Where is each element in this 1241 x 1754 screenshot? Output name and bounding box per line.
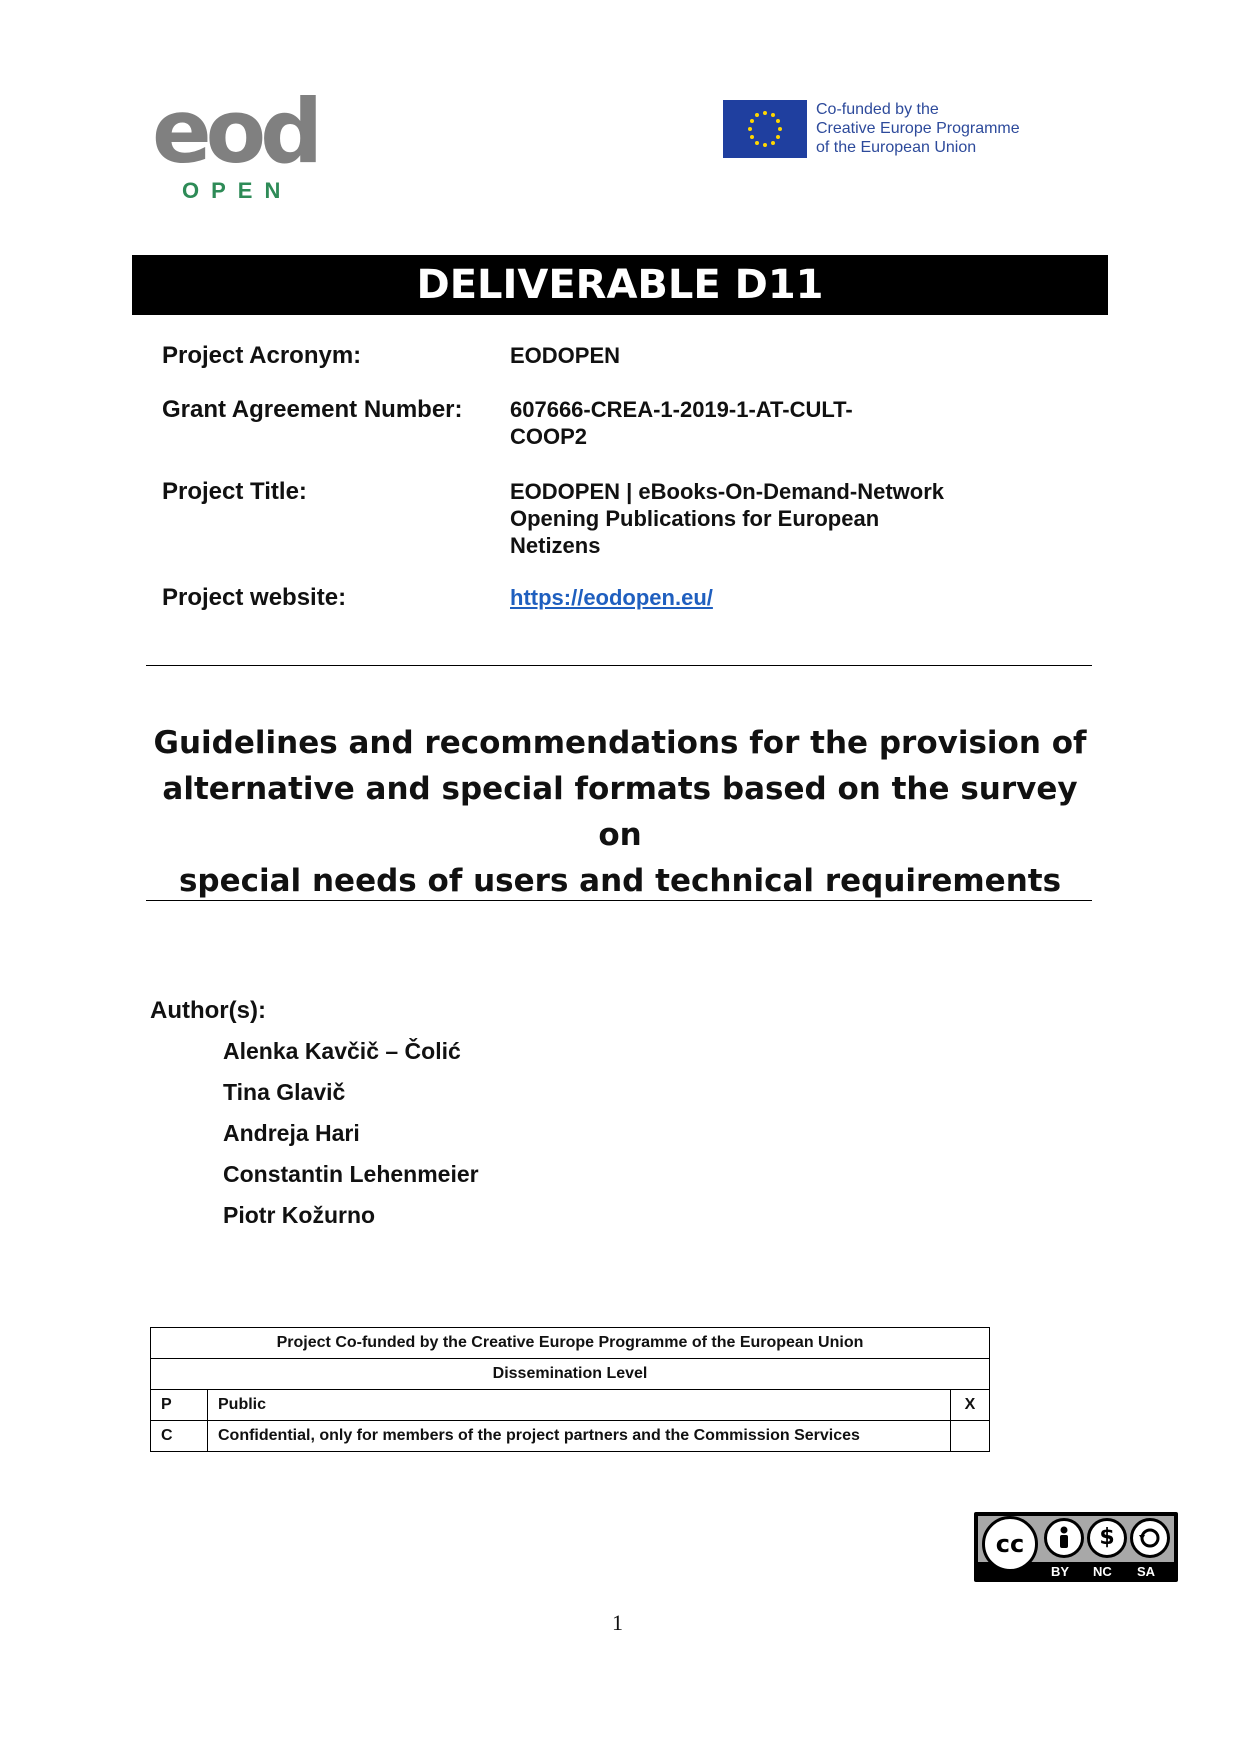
author-name: Andreja Hari: [223, 1120, 360, 1146]
table-header-row: [151, 1328, 990, 1359]
row-mark: [951, 1421, 990, 1452]
authors-label: Author(s):: [150, 997, 266, 1024]
divider-top: [146, 665, 1092, 666]
acronym-value: EODOPEN: [510, 343, 621, 368]
row-description: Confidential, only for members of the project partners and the Commission Services: [208, 1421, 951, 1452]
author-name: Constantin Lehenmeier: [223, 1161, 479, 1187]
table-header: Project Co-funded by the Creative Europe Programme of the European Union: [151, 1328, 990, 1359]
table-subheader: Dissemination Level: [151, 1359, 990, 1390]
by-label: BY: [1051, 1564, 1070, 1579]
grant-value-line-2: COOP2: [510, 424, 588, 449]
eu-line-2: Creative Europe Programme: [816, 120, 1020, 137]
nc-icon: $: [1087, 1518, 1127, 1558]
table-row: [151, 1390, 990, 1421]
row-code: C: [151, 1421, 208, 1452]
eu-line-3: of the European Union: [816, 139, 977, 156]
row-code: P: [151, 1390, 208, 1421]
document-title-line-2: alternative and special formats based on the survey on: [162, 771, 1078, 853]
row-mark: X: [951, 1390, 990, 1421]
by-icon: [1044, 1518, 1084, 1558]
document-title-line-1: Guidelines and recommendations for the provision of: [153, 725, 1087, 761]
project-title-value: [510, 478, 980, 559]
project-title-line-2: Opening Publications for European: [510, 506, 880, 531]
logo-subtext: OPEN: [182, 178, 293, 203]
project-title-line-1: EODOPEN | eBooks-On-Demand-Network: [510, 479, 944, 504]
author-name: Alenka Kavčič – Čolić: [223, 1038, 461, 1064]
nc-label: NC: [1093, 1564, 1112, 1579]
eodopen-logo: [152, 80, 318, 206]
document-title-line-3: special needs of users and technical requirements: [178, 863, 1062, 899]
grant-value-line-1: 607666-CREA-1-2019-1-AT-CULT-: [510, 397, 853, 422]
page-number: 1: [612, 1610, 623, 1635]
eu-line-1: Co-funded by the: [816, 101, 939, 118]
sa-label: SA: [1137, 1564, 1156, 1579]
document-title: [140, 720, 1100, 904]
eu-cofunded-text: [816, 100, 1076, 157]
grant-label: Grant Agreement Number:: [162, 396, 463, 423]
website-value: [510, 584, 980, 611]
project-title-label: Project Title:: [162, 478, 307, 505]
website-link[interactable]: https://eodopen.eu/: [510, 585, 713, 610]
acronym-label: Project Acronym:: [162, 342, 362, 369]
table-subheader-row: [151, 1359, 990, 1390]
author-name: Tina Glavič: [223, 1079, 346, 1105]
project-title-line-3: Netizens: [510, 533, 601, 558]
divider-bottom: [146, 900, 1092, 901]
eu-flag-icon: [723, 100, 807, 158]
website-label: Project website:: [162, 584, 347, 611]
cc-license-badge: [974, 1512, 1178, 1582]
logo-wordmark: eod: [152, 80, 318, 183]
deliverable-banner: DELIVERABLE D11: [132, 255, 1108, 315]
table-row: [151, 1421, 990, 1452]
row-description: Public: [208, 1390, 951, 1421]
dissemination-table: [150, 1327, 990, 1452]
sa-icon: [1130, 1518, 1170, 1558]
grant-value: [510, 396, 980, 450]
author-name: Piotr Kožurno: [223, 1202, 376, 1228]
cc-icon: cc: [982, 1516, 1038, 1572]
